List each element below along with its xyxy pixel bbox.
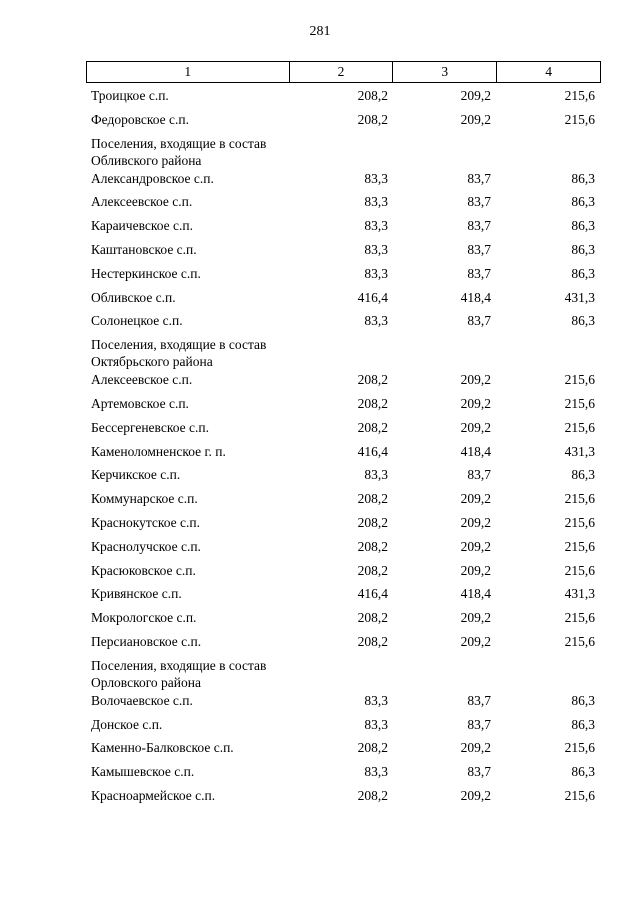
settlement-table-body [86, 84, 601, 808]
value-column-2: 208,2 [357, 491, 388, 507]
value-column-3: 83,7 [467, 692, 491, 708]
value-column-2: 83,3 [364, 716, 388, 732]
table-row [86, 736, 601, 760]
table-row [86, 784, 601, 808]
table-row [86, 286, 601, 310]
value-column-2: 416,4 [357, 586, 388, 602]
value-column-4: 215,6 [564, 88, 595, 103]
value-column-2: 416,4 [357, 289, 388, 305]
value-column-4: 86,3 [571, 313, 595, 329]
settlement-name: Кривянское с.п. [91, 586, 182, 602]
value-column-2: 83,3 [364, 265, 388, 281]
value-column-2: 208,2 [357, 538, 388, 554]
value-column-2: 208,2 [357, 88, 388, 103]
table-row [86, 309, 601, 333]
table-row [86, 487, 601, 511]
settlement-name: Каменоломненское г. п. [91, 443, 226, 459]
value-column-2: 83,3 [364, 692, 388, 708]
settlement-name: Федоровское с.п. [91, 111, 190, 127]
value-column-2: 83,3 [364, 467, 388, 483]
value-column-3: 418,4 [460, 586, 491, 602]
value-column-4: 86,3 [571, 194, 595, 210]
value-column-3: 209,2 [460, 111, 491, 127]
table-row [86, 368, 601, 392]
table-row [86, 238, 601, 262]
table-row [86, 108, 601, 132]
value-column-4: 215,6 [564, 111, 595, 127]
section-heading-row [86, 333, 601, 368]
value-column-4: 86,3 [571, 218, 595, 234]
value-column-4: 86,3 [571, 692, 595, 708]
value-column-4: 86,3 [571, 241, 595, 257]
value-column-2: 208,2 [357, 740, 388, 756]
settlement-name: Бессергеневское с.п. [91, 419, 209, 435]
value-column-4: 215,6 [564, 372, 595, 388]
settlement-name: Александровское с.п. [91, 170, 214, 186]
value-column-3: 209,2 [460, 491, 491, 507]
table-row [86, 392, 601, 416]
table-row [86, 167, 601, 191]
settlement-name: Персиановское с.п. [91, 633, 202, 649]
column-header-row [87, 62, 601, 83]
value-column-3: 209,2 [460, 562, 491, 578]
value-column-3: 83,7 [467, 764, 491, 780]
table-row [86, 535, 601, 559]
value-column-3: 209,2 [460, 372, 491, 388]
value-column-2: 208,2 [357, 787, 388, 803]
value-column-4: 215,6 [564, 740, 595, 756]
section-heading: Поселения, входящие в состав Обливского района [91, 135, 267, 168]
table-row [86, 262, 601, 286]
value-column-4: 215,6 [564, 633, 595, 649]
value-column-2: 208,2 [357, 562, 388, 578]
settlement-name: Обливское с.п. [91, 289, 176, 305]
column-header-2: 2 [289, 62, 393, 83]
table-row [86, 416, 601, 440]
value-column-3: 209,2 [460, 395, 491, 411]
value-column-4: 86,3 [571, 716, 595, 732]
section-heading: Поселения, входящие в состав Орловского района [91, 657, 267, 690]
settlement-name: Краснокутское с.п. [91, 514, 201, 530]
value-column-3: 209,2 [460, 787, 491, 803]
value-column-3: 83,7 [467, 241, 491, 257]
section-heading-row [86, 132, 601, 167]
value-column-2: 83,3 [364, 313, 388, 329]
value-column-3: 209,2 [460, 740, 491, 756]
settlement-name: Каменно-Балковское с.п. [91, 740, 234, 756]
settlement-name: Мокрологское с.п. [91, 610, 197, 626]
section-heading-row [86, 654, 601, 689]
value-column-2: 83,3 [364, 170, 388, 186]
section-heading: Поселения, входящие в состав Октябрьского района [91, 337, 267, 370]
value-column-4: 215,6 [564, 395, 595, 411]
page-number: 281 [309, 24, 331, 39]
value-column-2: 208,2 [357, 111, 388, 127]
value-column-3: 209,2 [460, 633, 491, 649]
value-column-3: 418,4 [460, 289, 491, 305]
column-header-table [86, 61, 601, 83]
value-column-3: 83,7 [467, 265, 491, 281]
value-column-4: 431,3 [564, 443, 595, 459]
column-header-1: 1 [87, 62, 290, 83]
settlement-name: Нестеркинское с.п. [91, 265, 201, 281]
settlement-name: Каштановское с.п. [91, 241, 197, 257]
settlement-name: Донское с.п. [91, 716, 163, 732]
value-column-4: 215,6 [564, 610, 595, 626]
settlement-name: Алексеевское с.п. [91, 194, 193, 210]
table-row [86, 84, 601, 108]
value-column-2: 208,2 [357, 372, 388, 388]
value-column-4: 86,3 [571, 467, 595, 483]
value-column-2: 416,4 [357, 443, 388, 459]
value-column-2: 208,2 [357, 610, 388, 626]
settlement-name: Троицкое с.п. [91, 88, 169, 103]
table-row [86, 463, 601, 487]
table-row [86, 713, 601, 737]
table-row [86, 606, 601, 630]
table-row [86, 214, 601, 238]
value-column-2: 208,2 [357, 514, 388, 530]
column-header-3: 3 [393, 62, 497, 83]
value-column-4: 431,3 [564, 289, 595, 305]
settlement-name: Коммунарское с.п. [91, 491, 198, 507]
value-column-4: 86,3 [571, 764, 595, 780]
table-row [86, 630, 601, 654]
settlement-name: Красноармейское с.п. [91, 787, 216, 803]
table-row [86, 582, 601, 606]
value-column-4: 86,3 [571, 265, 595, 281]
value-column-3: 209,2 [460, 514, 491, 530]
settlement-name: Алексеевское с.п. [91, 372, 193, 388]
settlement-name: Красюковское с.п. [91, 562, 196, 578]
value-column-4: 215,6 [564, 538, 595, 554]
value-column-4: 86,3 [571, 170, 595, 186]
settlement-name: Камышевское с.п. [91, 764, 195, 780]
value-column-3: 83,7 [467, 716, 491, 732]
settlement-name: Керчикское с.п. [91, 467, 181, 483]
settlement-name: Артемовское с.п. [91, 395, 189, 411]
value-column-2: 83,3 [364, 764, 388, 780]
table-row [86, 689, 601, 713]
settlement-name: Караичевское с.п. [91, 218, 193, 234]
value-column-2: 83,3 [364, 218, 388, 234]
table-row [86, 511, 601, 535]
value-column-4: 215,6 [564, 491, 595, 507]
table-row [86, 440, 601, 464]
settlement-name: Волочаевское с.п. [91, 692, 193, 708]
column-header-4: 4 [497, 62, 601, 83]
table-row [86, 559, 601, 583]
value-column-4: 215,6 [564, 419, 595, 435]
table-row [86, 190, 601, 214]
value-column-4: 215,6 [564, 787, 595, 803]
value-column-2: 208,2 [357, 395, 388, 411]
value-column-3: 83,7 [467, 218, 491, 234]
value-column-2: 208,2 [357, 419, 388, 435]
value-column-3: 83,7 [467, 313, 491, 329]
value-column-3: 209,2 [460, 538, 491, 554]
value-column-3: 209,2 [460, 610, 491, 626]
value-column-4: 431,3 [564, 586, 595, 602]
settlement-name: Солонецкое с.п. [91, 313, 183, 329]
value-column-2: 83,3 [364, 194, 388, 210]
value-column-3: 209,2 [460, 88, 491, 103]
value-column-4: 215,6 [564, 514, 595, 530]
value-column-3: 418,4 [460, 443, 491, 459]
value-column-2: 83,3 [364, 241, 388, 257]
value-column-3: 83,7 [467, 194, 491, 210]
value-column-3: 83,7 [467, 170, 491, 186]
value-column-2: 208,2 [357, 633, 388, 649]
value-column-3: 209,2 [460, 419, 491, 435]
value-column-4: 215,6 [564, 562, 595, 578]
value-column-3: 83,7 [467, 467, 491, 483]
table-row [86, 760, 601, 784]
settlement-name: Краснолучское с.п. [91, 538, 201, 554]
